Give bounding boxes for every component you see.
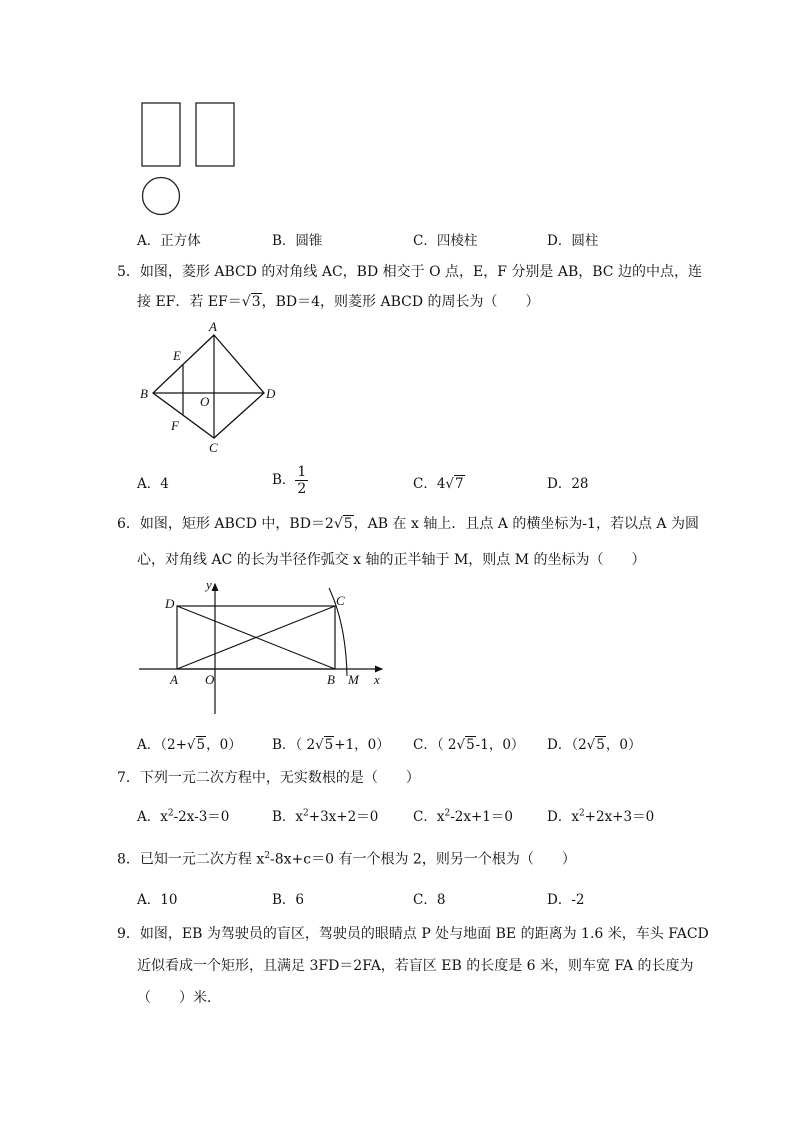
q8-stem-pre: 8．已知一元二次方程 x bbox=[117, 851, 265, 868]
label-x: x bbox=[374, 672, 380, 687]
q7-option-b-pre: B．x bbox=[272, 809, 304, 825]
q6-option-d-sqrt: 5 bbox=[596, 737, 605, 753]
label-o: O bbox=[200, 394, 210, 409]
q7-option-c-post: -2x+1＝0 bbox=[450, 809, 513, 825]
q6-stem-line1-b: ，AB 在 x 轴上．且点 A 的横坐标为-1，若以点 A 为圆 bbox=[353, 516, 699, 532]
label-c: C bbox=[336, 593, 345, 608]
q6-option-d[interactable]: D．（2√5，0） bbox=[547, 737, 642, 753]
label-o: O bbox=[205, 672, 215, 687]
q6-option-a-sqrt: 5 bbox=[196, 737, 206, 753]
q4-option-a[interactable]: A．正方体 bbox=[137, 233, 201, 249]
q4-option-d[interactable]: D．圆柱 bbox=[547, 233, 599, 249]
fraction-denominator: 2 bbox=[297, 481, 307, 497]
q5-option-d[interactable]: D．28 bbox=[547, 476, 589, 492]
q7-option-a-post: -2x-3＝0 bbox=[173, 809, 230, 825]
q6-option-c-pre: C．（ 2 bbox=[413, 737, 457, 753]
label-a: A bbox=[209, 319, 217, 334]
q5-option-b[interactable] bbox=[272, 464, 308, 497]
q7-option-a[interactable] bbox=[137, 805, 229, 825]
q9-stem-line2: 近似看成一个矩形，且满足 3FD＝2FA，若盲区 EB 的长度是 6 米，则车宽 FA 的长度为 bbox=[137, 958, 694, 974]
side-view-rectangle bbox=[196, 103, 234, 166]
q7-option-b-sup: 2 bbox=[303, 808, 309, 819]
q7-option-c-sup: 2 bbox=[444, 808, 451, 819]
q5-stem-sqrt3: 3 bbox=[251, 294, 261, 310]
label-y: y bbox=[206, 577, 212, 592]
q7-option-d-post: +2x+3＝0 bbox=[584, 809, 655, 825]
q4-option-b[interactable]: B．圆锥 bbox=[272, 233, 323, 249]
q6-stem-sqrt5: 5 bbox=[343, 516, 353, 532]
q6-option-d-post: ，0） bbox=[605, 737, 642, 753]
q6-option-b-pre: B．（ 2 bbox=[272, 737, 316, 753]
q5-option-c-sqrt: 7 bbox=[455, 476, 464, 492]
q7-option-b[interactable] bbox=[272, 805, 378, 825]
q6-option-a-pre: A．（2+ bbox=[137, 737, 187, 753]
q5-stem-line1: 5．如图，菱形 ABCD 的对角线 AC，BD 相交于 O 点，E，F 分别是 AB，BC 边的中点，连 bbox=[117, 264, 702, 280]
q4-three-views-figure bbox=[138, 98, 240, 220]
label-b: B bbox=[140, 386, 148, 401]
label-e: E bbox=[173, 348, 181, 363]
q8-stem bbox=[117, 846, 576, 870]
q6-option-a-post: ，0） bbox=[206, 737, 242, 753]
q4-option-c[interactable]: C．四棱柱 bbox=[413, 233, 478, 249]
label-d: D bbox=[266, 386, 276, 401]
label-a: A bbox=[170, 672, 178, 687]
q7-option-c[interactable] bbox=[413, 805, 513, 825]
q5-option-b-prefix: B． bbox=[272, 472, 296, 488]
q8-option-c[interactable]: C．8 bbox=[413, 892, 446, 908]
q6-option-b-sqrt: 5 bbox=[324, 737, 334, 753]
q9-stem-line1: 9．如图，EB 为驾驶员的盲区，驾驶员的眼睛点 P 处与地面 BE 的距离为 1.6 米，车头 FACD bbox=[117, 926, 709, 942]
q6-stem-line2: 心，对角线 AC 的长为半径作弧交 x 轴的正半轴于 M，则点 M 的坐标为（ ） bbox=[137, 552, 646, 568]
label-d: D bbox=[165, 596, 175, 611]
q6-option-d-pre: D．（2 bbox=[547, 737, 587, 753]
q5-option-c[interactable]: C．4√7 bbox=[413, 476, 464, 492]
q8-option-b[interactable]: B．6 bbox=[272, 892, 305, 908]
q8-stem-post: -8x+c＝0 有一个根为 2，则另一个根为（ ） bbox=[270, 851, 576, 868]
q6-option-c-post: -1，0） bbox=[475, 737, 525, 753]
q6-option-c-sqrt: 5 bbox=[466, 737, 475, 753]
label-f: F bbox=[171, 418, 179, 433]
q5-stem-line2-b: ，BD＝4，则菱形 ABCD 的周长为（ ） bbox=[261, 294, 540, 310]
q5-stem-line2-a: 接 EF．若 EF＝ bbox=[137, 294, 242, 310]
q6-option-b-post: +1，0） bbox=[334, 737, 390, 753]
q5-stem-line2: 接 EF．若 EF＝√3，BD＝4，则菱形 ABCD 的周长为（ ） bbox=[137, 294, 540, 310]
q6-stem-line1-a: 6．如图，矩形 ABCD 中，BD＝2 bbox=[117, 516, 334, 532]
q6-option-c[interactable]: C．（ 2√5-1，0） bbox=[413, 737, 525, 753]
label-c: C bbox=[209, 440, 218, 455]
label-b: B bbox=[327, 672, 335, 687]
q6-option-b[interactable]: B．（ 2√5+1，0） bbox=[272, 737, 390, 753]
q7-option-d-sup: 2 bbox=[578, 808, 585, 819]
front-view-rectangle bbox=[142, 103, 180, 166]
label-m: M bbox=[348, 672, 359, 687]
top-view-circle bbox=[143, 178, 180, 215]
q6-stem-line1: 6．如图，矩形 ABCD 中，BD＝2√5，AB 在 x 轴上．且点 A 的横坐标为-1，若以点 A 为圆 bbox=[117, 516, 699, 532]
q7-option-d-pre: D．x bbox=[547, 809, 579, 825]
q6-coordinate-figure bbox=[136, 576, 388, 716]
q8-stem-sup: 2 bbox=[264, 851, 270, 861]
q7-option-a-pre: A．x bbox=[137, 809, 168, 825]
q8-option-a[interactable]: A．10 bbox=[137, 892, 178, 908]
q7-option-b-post: +3x+2＝0 bbox=[308, 809, 379, 825]
q7-stem: 7．下列一元二次方程中，无实数根的是（ ） bbox=[117, 770, 420, 786]
q7-option-c-pre: C．x bbox=[413, 809, 445, 825]
q6-option-a[interactable]: A．（2+√5，0） bbox=[137, 737, 242, 753]
rhombus-abcd bbox=[153, 335, 264, 438]
q5-rhombus-figure bbox=[138, 318, 278, 456]
q7-option-d[interactable] bbox=[547, 805, 654, 825]
q7-option-a-sup: 2 bbox=[167, 808, 174, 819]
q5-option-c-prefix: C．4 bbox=[413, 476, 446, 492]
fraction-numerator: 1 bbox=[297, 464, 307, 480]
q9-stem-line3: （ ）米． bbox=[137, 990, 221, 1006]
q5-option-a[interactable]: A．4 bbox=[137, 476, 169, 492]
q5-option-b-fraction bbox=[295, 464, 308, 497]
q8-option-d[interactable]: D．-2 bbox=[547, 892, 585, 908]
